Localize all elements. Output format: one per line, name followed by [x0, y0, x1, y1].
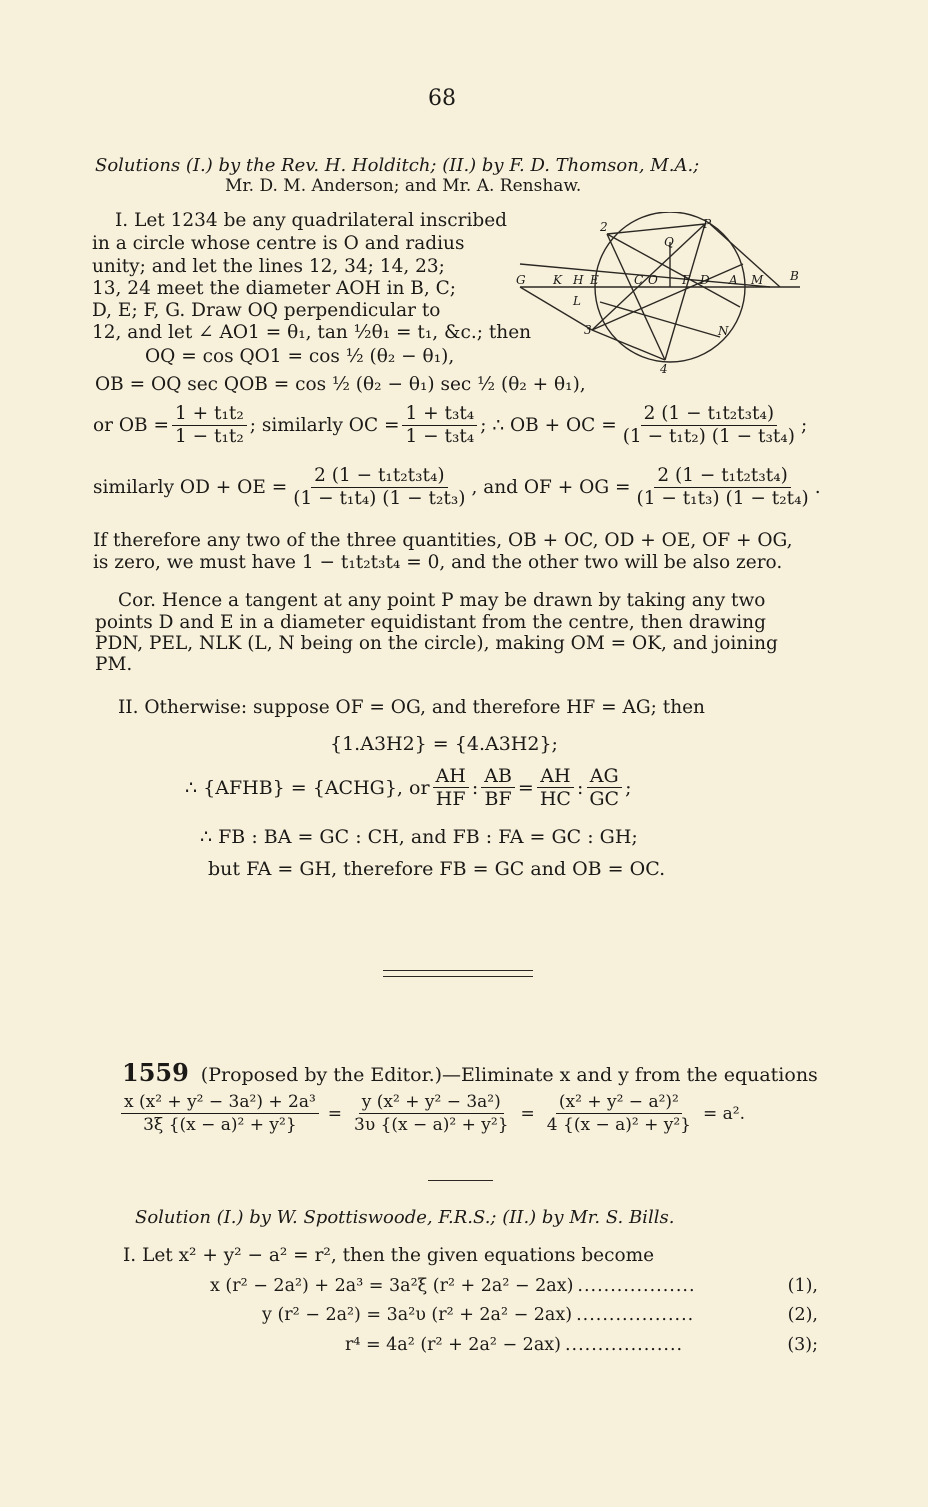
fraction-den: (1 − t₁t₃) (1 − t₂t₄)	[636, 488, 809, 509]
label-e: E	[590, 273, 599, 287]
label-l: L	[573, 294, 581, 308]
fraction-den: 3ξ {(x − a)² + y²}	[143, 1115, 297, 1135]
fraction-num: 2 (1 − t₁t₂t₃t₄)	[311, 466, 448, 488]
equation-tag: (1),	[787, 1276, 818, 1296]
eq2-equals: =	[517, 776, 534, 799]
equation-lhs: y (r² − 2a²) = 3a²υ (r² + 2a² − 2ax)	[262, 1305, 573, 1325]
fraction-num: AB	[481, 766, 515, 788]
problem-head-text: (Proposed by the Editor.)—Eliminate x and y from the equations	[200, 1064, 818, 1086]
part2-eq4: but FA = GH, therefore FB = GC and OB = OC.	[208, 858, 666, 880]
eq4-mid: , and OF + OG =	[471, 476, 631, 498]
leader-dots: ..................	[577, 1276, 696, 1296]
part2-intro: II. Otherwise: suppose OF = OG, and therefore HF = AG; then	[118, 697, 705, 718]
label-m: M	[751, 273, 764, 287]
equation-od-oe	[93, 466, 821, 509]
fraction-den: BF	[484, 788, 512, 810]
para1-line: unity; and let the lines 12, 34; 14, 23;	[92, 256, 445, 277]
line-g3	[520, 287, 592, 330]
fraction-den: 4 {(x − a)² + y²}	[546, 1115, 691, 1135]
eq4-end: .	[814, 476, 821, 498]
label-2: 2	[600, 220, 608, 234]
solution-heading: Solution (I.) by W. Spottiswoode, F.R.S.; (II.) by Mr. S. Bills.	[135, 1207, 675, 1228]
separator-rule	[383, 970, 533, 971]
solutions-heading-cont: Mr. D. M. Anderson; and Mr. A. Renshaw.	[225, 176, 582, 196]
fraction	[481, 766, 515, 809]
equation-row	[345, 1334, 818, 1356]
fraction-num: 2 (1 − t₁t₂t₃t₄)	[641, 404, 778, 426]
equation-row	[262, 1304, 818, 1326]
fraction-num: (x² + y² − a²)²	[556, 1092, 682, 1114]
problem-heading	[122, 1058, 818, 1087]
label-a: A	[729, 273, 738, 287]
fraction-num: AH	[433, 766, 469, 788]
part2-eq2	[185, 766, 631, 809]
fraction-den: HC	[539, 788, 571, 810]
part2-eq1: {1.A3H2} = {4.A3H2};	[330, 733, 558, 755]
fraction-num: 1 + t₃t₄	[402, 404, 477, 426]
fraction-num: AG	[587, 766, 622, 788]
fraction-num: AH	[537, 766, 573, 788]
geometry-diagram	[510, 212, 815, 377]
label-k: K	[553, 273, 562, 287]
eq2-colon: :	[471, 776, 479, 799]
para2-line: is zero, we must have 1 − t₁t₂t₃t₄ = 0, and the other two will be also zero.	[93, 552, 783, 573]
equals-sign: =	[520, 1103, 535, 1124]
fraction-den: (1 − t₁t₄) (1 − t₂t₃)	[293, 488, 466, 509]
separator-rule	[383, 976, 533, 977]
solution-intro: I. Let x² + y² − a² = r², then the given equations become	[123, 1245, 655, 1266]
label-d: D	[700, 273, 710, 287]
line-ln	[600, 302, 720, 337]
fraction	[290, 466, 468, 509]
fraction	[121, 1092, 319, 1135]
eq-end: = a².	[702, 1103, 745, 1124]
leader-dots: ..................	[576, 1305, 695, 1325]
problem-number: 1559	[122, 1058, 189, 1087]
label-g: G	[516, 273, 526, 287]
problem-equation	[118, 1092, 745, 1135]
label-c: C	[634, 273, 644, 287]
solutions-heading: Solutions (I.) by the Rev. H. Holditch; (II.) by F. D. Thomson, M.A.;	[95, 155, 700, 176]
chord-2-4	[607, 234, 665, 360]
eq4-prefix: similarly OD + OE =	[93, 476, 288, 498]
label-4: 4	[660, 362, 668, 376]
label-f: F	[682, 273, 691, 287]
equation-ob: OB = OQ sec QOB = cos ½ (θ₂ − θ₁) sec ½ (θ₂ + θ₁),	[95, 374, 586, 395]
para1-line: in a circle whose centre is O and radius	[92, 233, 465, 254]
fraction	[544, 1092, 694, 1135]
fraction-den: 1 − t₃t₄	[405, 426, 475, 447]
label-n: N	[718, 324, 729, 338]
fraction	[351, 1092, 512, 1135]
para1-line: D, E; F, G. Draw OQ perpendicular to	[92, 300, 441, 321]
label-q: Q	[664, 235, 674, 249]
para2-line: If therefore any two of the three quantities, OB + OC, OD + OE, OF + OG,	[93, 530, 793, 551]
corollary-line: Cor. Hence a tangent at any point P may be drawn by taking any two	[118, 590, 766, 611]
eq3-mid: ; similarly OC =	[249, 414, 400, 436]
label-3: 3	[584, 323, 592, 337]
page-number: 68	[428, 86, 456, 111]
fraction-num: x (x² + y² − 3a²) + 2a³	[121, 1092, 319, 1114]
eq3-end: ;	[800, 414, 808, 436]
equation-row	[210, 1275, 818, 1297]
fraction-den: HF	[435, 788, 466, 810]
label-p: P	[703, 217, 712, 231]
eq2-semicolon: ;	[625, 776, 632, 799]
corollary-line: PM.	[95, 654, 133, 675]
eq2-prefix: ∴ {AFHB} = {ACHG}, or	[185, 776, 430, 799]
fraction-num: 1 + t₁t₂	[172, 404, 247, 426]
part2-eq3: ∴ FB : BA = GC : CH, and FB : FA = GC : GH;	[200, 826, 638, 848]
eq3-prefix: or OB =	[93, 414, 170, 436]
label-o: O	[648, 273, 658, 287]
fraction	[433, 766, 469, 809]
short-rule	[428, 1180, 493, 1181]
equals-sign: =	[327, 1103, 343, 1124]
leader-dots: ..................	[564, 1335, 684, 1355]
equation-tag: (2),	[787, 1305, 818, 1325]
equation-oq: OQ = cos QO1 = cos ½ (θ₂ − θ₁),	[145, 346, 455, 367]
fraction-den: GC	[589, 788, 620, 810]
para1-line: 12, and let ∠ AO1 = θ₁, tan ½θ₁ = t₁, &c.; then	[92, 322, 532, 343]
equation-ob-oc	[93, 404, 807, 447]
fraction-den: 1 − t₁t₂	[175, 426, 244, 447]
fraction	[402, 404, 477, 447]
equation-lhs: x (r² − 2a²) + 2a³ = 3a²ξ (r² + 2a² − 2ax)	[210, 1276, 574, 1296]
fraction	[537, 766, 574, 809]
fraction	[586, 766, 622, 809]
chord-3-4	[592, 330, 665, 360]
corollary-line: PDN, PEL, NLK (L, N being on the circle), making OM = OK, and joining	[95, 633, 778, 654]
label-b: B	[790, 269, 799, 283]
label-h: H	[573, 273, 584, 287]
fraction-den: 3υ {(x − a)² + y²}	[354, 1115, 509, 1135]
fraction-den: (1 − t₁t₂) (1 − t₃t₄)	[622, 426, 795, 447]
fraction-num: y (x² + y² − 3a²)	[359, 1092, 504, 1114]
equation-tag: (3);	[787, 1335, 818, 1355]
fraction	[172, 404, 247, 447]
fraction	[633, 466, 811, 509]
fraction	[620, 404, 798, 447]
para1-line: 13, 24 meet the diameter AOH in B, C;	[92, 278, 457, 299]
para1-line: I. Let 1234 be any quadrilateral inscribed	[115, 210, 507, 231]
eq3-mid2: ; ∴ OB + OC =	[480, 414, 617, 436]
corollary-line: points D and E in a diameter equidistant from the centre, then drawing	[95, 612, 766, 633]
equation-lhs: r⁴ = 4a² (r² + 2a² − 2ax)	[345, 1335, 561, 1355]
eq2-colon: :	[576, 776, 584, 799]
fraction-num: 2 (1 − t₁t₂t₃t₄)	[654, 466, 791, 488]
